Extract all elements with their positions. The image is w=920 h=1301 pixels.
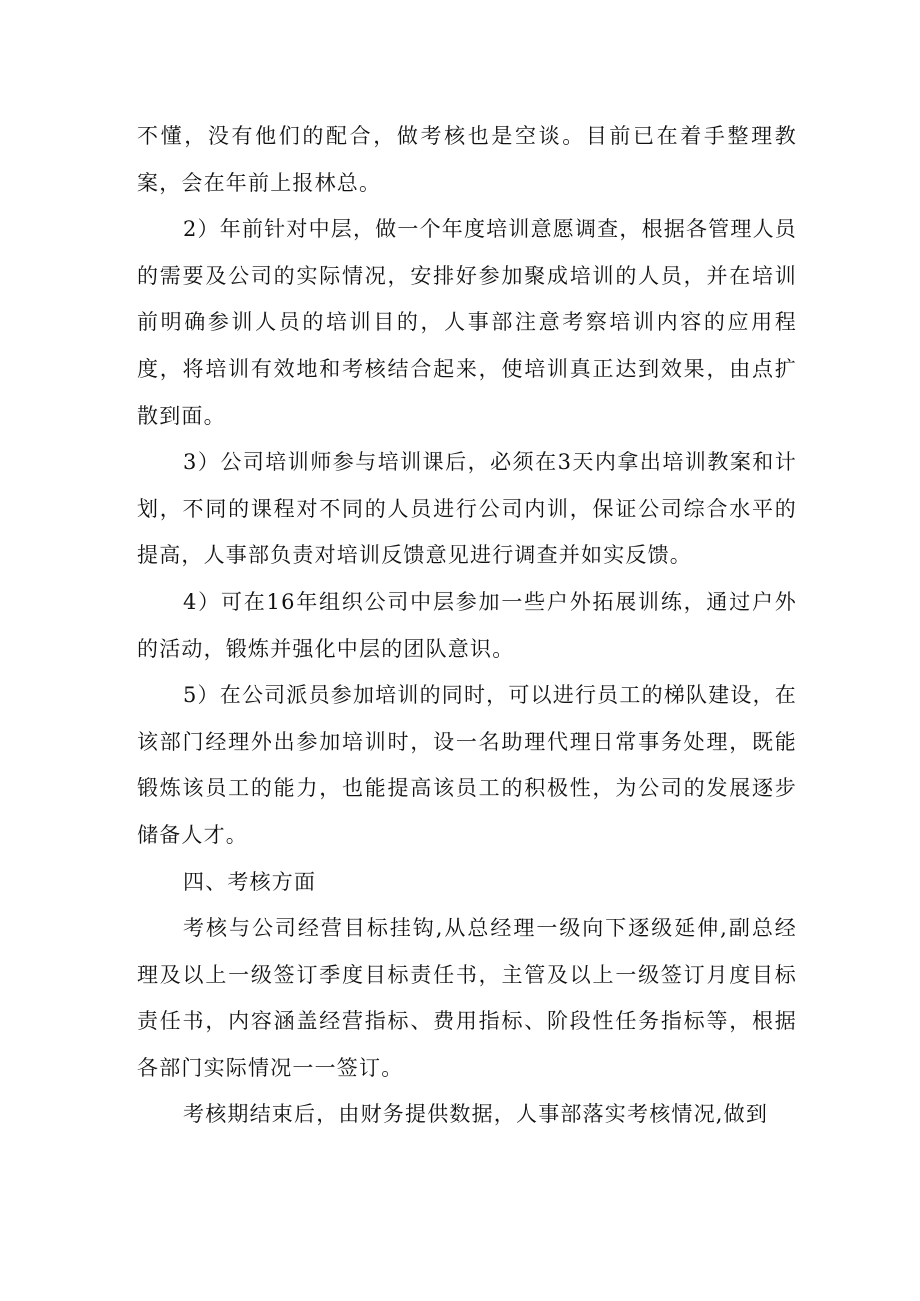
- paragraph-item-2: 2）年前针对中层，做一个年度培训意愿调查，根据各管理人员的需要及公司的实际情况，安排好参加聚成培训的人员，并在培训前明确参训人员的培训目的，人事部注意考察培训内容的应用程度，将培训有效地和考核结合起来，使培训真正达到效果，由点扩散到面。: [137, 217, 797, 428]
- section-heading-assessment: 四、考核方面: [183, 869, 317, 894]
- paragraph-item-5: 5）在公司派员参加培训的同时，可以进行员工的梯队建设，在该部门经理外出参加培训时，设一名助理代理日常事务处理，既能锻炼该员工的能力，也能提高该员工的积极性，为公司的发展逐步储备人才。: [137, 683, 797, 847]
- paragraph-continuation: 不懂，没有他们的配合，做考核也是空谈。目前已在着手整理教案，会在年前上报林总。: [137, 124, 797, 195]
- paragraph-assessment-period: 考核期结束后，由财务提供数据，人事部落实考核情况,做到: [183, 1102, 769, 1127]
- paragraph-item-4: 4）可在16年组织公司中层参加一些户外拓展训练，通过户外的活动，锻炼并强化中层的团队意识。: [137, 589, 797, 661]
- paragraph-assessment-targets: 考核与公司经营目标挂钩,从总经理一级向下逐级延伸,副总经理及以上一级签订季度目标责任书，主管及以上一级签订月度目标责任书，内容涵盖经营指标、费用指标、阶段性任务指标等，根据各部门实际情况一一签订。: [137, 916, 797, 1080]
- paragraph-item-3: 3）公司培训师参与培训课后，必须在3天内拿出培训教案和计划，不同的课程对不同的人员进行公司内训，保证公司综合水平的提高，人事部负责对培训反馈意见进行调查并如实反馈。: [137, 450, 797, 568]
- document-body: [137, 113, 797, 1138]
